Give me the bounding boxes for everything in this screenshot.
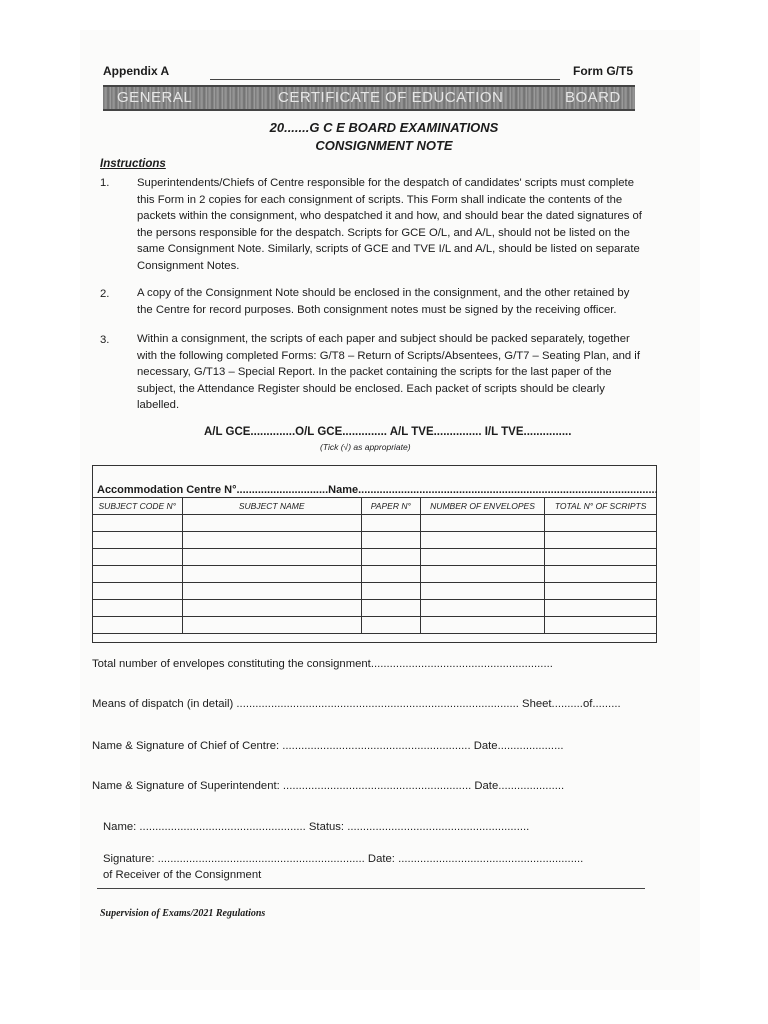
instruction-number: 3. <box>100 334 110 346</box>
table-cell[interactable] <box>361 515 420 532</box>
table-cell[interactable] <box>93 549 183 566</box>
table-row <box>93 566 657 583</box>
table-cell[interactable] <box>420 617 544 634</box>
table-cell[interactable] <box>361 583 420 600</box>
instruction-1-text: Superintendents/Chiefs of Centre responsible for the despatch of candidates' scripts must complete this Form in 2 copies for each consignment of scripts. This Form shall indicate the contents of the packets within the consignment, who despatched it and how, and should bear the dated signatures of the persons responsible for the despatch. Scripts for GCE O/L, and A/L, should not be listed on the same Consignment Note. Similarly, scripts of GCE and TVE I/L and A/L, should be listed on separate Consignment Notes. <box>137 177 642 272</box>
banner-certificate: CERTIFICATE OF EDUCATION <box>278 89 504 106</box>
table-row <box>93 515 657 532</box>
instruction-2-text: A copy of the Consignment Note should be enclosed in the consignment, and the other retained by the Centre for record purposes. Both consignment notes must be signed by the receiving officer. <box>137 287 630 316</box>
table-cell[interactable] <box>182 583 361 600</box>
tick-hint: (Tick (√) as appropriate) <box>320 442 411 452</box>
exam-title: 20.......G C E BOARD EXAMINATIONS <box>269 120 499 135</box>
table-cell[interactable] <box>420 532 544 549</box>
table-cell[interactable] <box>93 566 183 583</box>
col-paper-no: PAPER N° <box>361 498 420 515</box>
table-cell[interactable] <box>545 566 657 583</box>
receiver-name-field[interactable]: Name: ..................................................... Status: .......................................................... <box>103 821 530 833</box>
table-row <box>93 600 657 617</box>
table-row <box>93 617 657 634</box>
instruction-3-text: Within a consignment, the scripts of each paper and subject should be packed separately, together with the following completed Forms: G/T8 – Return of Scripts/Absentees, G/T7 – Seating Plan, and if necessary, G/T13 – Special Report. In the packet containing the scripts for the last paper of the subject, the Attendance Register should be enclosed. Each packet of scripts should be clearly labelled. <box>137 333 640 411</box>
receiver-signature-field[interactable]: Signature: .................................................................. Date: ........................................................... <box>103 853 584 865</box>
col-subject-code: SUBJECT CODE N° <box>93 498 183 515</box>
table-cell[interactable] <box>420 566 544 583</box>
banner-general: GENERAL <box>117 89 193 106</box>
table-row <box>93 583 657 600</box>
table-cell[interactable] <box>420 549 544 566</box>
appendix-label: Appendix A <box>103 64 170 78</box>
table-cell[interactable] <box>545 583 657 600</box>
col-total-scripts: TOTAL N° OF SCRIPTS <box>545 498 657 515</box>
table-cell[interactable] <box>545 515 657 532</box>
table-cell[interactable] <box>93 532 183 549</box>
banner-board: BOARD <box>565 89 621 106</box>
table-cell[interactable] <box>545 617 657 634</box>
table-cell[interactable] <box>545 549 657 566</box>
col-envelopes: NUMBER OF ENVELOPES <box>420 498 544 515</box>
total-envelopes-field[interactable]: Total number of envelopes constituting the consignment.......................................................... <box>92 658 553 670</box>
exam-type-line: A/L GCE..............O/L GCE.............. A/L TVE............... I/L TVE............... <box>204 426 572 438</box>
table-cell[interactable] <box>420 600 544 617</box>
table-cell[interactable] <box>182 515 361 532</box>
col-subject-name: SUBJECT NAME <box>182 498 361 515</box>
table-cell[interactable] <box>361 600 420 617</box>
accommodation-centre-label: Accommodation Centre N°..............................Name.................................................................................................. <box>97 484 658 496</box>
chief-of-centre-field[interactable]: Name & Signature of Chief of Centre: ............................................................ Date..................... <box>92 740 564 752</box>
table-row <box>93 549 657 566</box>
consignment-table <box>92 497 657 634</box>
means-of-dispatch-field[interactable]: Means of dispatch (in detail) .......................................................................................... Sheet..........of......... <box>92 698 621 710</box>
table-cell[interactable] <box>361 549 420 566</box>
instruction-number: 1. <box>100 177 110 189</box>
footer-rule <box>97 888 645 889</box>
table-cell[interactable] <box>420 583 544 600</box>
superintendent-field[interactable]: Name & Signature of Superintendent: ............................................................ Date..................... <box>92 780 565 792</box>
table-cell[interactable] <box>361 532 420 549</box>
header-rule <box>210 79 560 80</box>
table-cell[interactable] <box>545 532 657 549</box>
table-row <box>93 532 657 549</box>
table-cell[interactable] <box>182 566 361 583</box>
table-cell[interactable] <box>361 617 420 634</box>
table-cell[interactable] <box>545 600 657 617</box>
table-cell[interactable] <box>93 600 183 617</box>
table-cell[interactable] <box>182 532 361 549</box>
table-cell[interactable] <box>361 566 420 583</box>
table-header-row <box>93 498 657 515</box>
table-cell[interactable] <box>420 515 544 532</box>
board-banner <box>103 85 635 111</box>
instructions-heading: Instructions <box>100 158 166 170</box>
form-id: Form G/T5 <box>573 64 634 78</box>
table-cell[interactable] <box>93 583 183 600</box>
instruction-number: 2. <box>100 288 110 300</box>
table-cell[interactable] <box>93 617 183 634</box>
table-cell[interactable] <box>93 515 183 532</box>
receiver-caption: of Receiver of the Consignment <box>103 869 262 881</box>
table-cell[interactable] <box>182 549 361 566</box>
table-cell[interactable] <box>182 617 361 634</box>
document-title: CONSIGNMENT NOTE <box>315 138 453 153</box>
regulation-footer: Supervision of Exams/2021 Regulations <box>100 908 266 919</box>
table-cell[interactable] <box>182 600 361 617</box>
